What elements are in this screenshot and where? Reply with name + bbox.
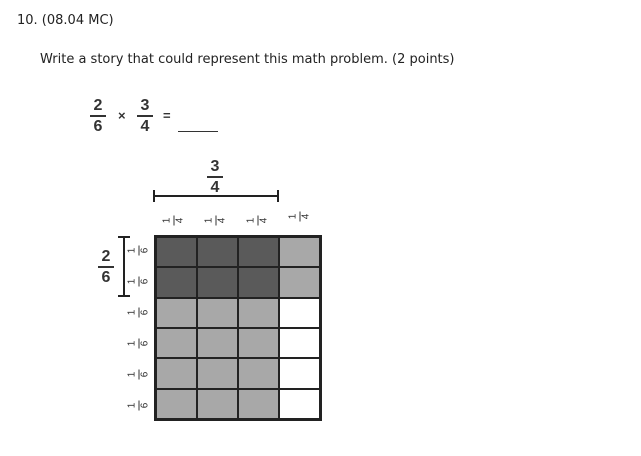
grid-cell-light — [156, 389, 197, 419]
grid-cell-dark — [238, 237, 279, 267]
fraction-numerator: 3 — [210, 158, 220, 175]
times-sign: × — [118, 108, 126, 123]
fraction-denominator: 6 — [93, 118, 103, 135]
grid-cell-light — [197, 298, 238, 328]
column-label: 1 4 — [247, 216, 270, 226]
grid-cell-dark — [197, 237, 238, 267]
fraction-numerator: 2 — [101, 248, 111, 265]
column-label: 1 4 — [289, 212, 312, 222]
row-label: 1 6 — [128, 401, 151, 411]
grid-cell-dark — [197, 267, 238, 297]
grid-cell-light — [279, 267, 320, 297]
row-label: 1 6 — [128, 370, 151, 380]
grid-cell-light — [197, 328, 238, 358]
question-prompt: Write a story that could represent this math problem. (2 points) — [40, 52, 455, 67]
grid-cell-light — [238, 389, 279, 419]
grid-cell-light — [238, 298, 279, 328]
grid-cell-light — [156, 298, 197, 328]
row-label: 1 6 — [128, 308, 151, 318]
fraction-denominator: 6 — [101, 269, 111, 286]
column-label: 1 4 — [163, 216, 186, 226]
grid-cell-light — [197, 389, 238, 419]
fraction-denominator: 4 — [210, 179, 220, 196]
grid-cell-dark — [156, 267, 197, 297]
row-label: 1 6 — [128, 277, 151, 287]
grid-cell-light — [197, 358, 238, 388]
grid-cell-white — [279, 328, 320, 358]
grid-cell-white — [279, 358, 320, 388]
question-number: 10. (08.04 MC) — [17, 13, 114, 28]
grid-cell-light — [238, 358, 279, 388]
row-label: 1 6 — [128, 339, 151, 349]
fraction-numerator: 3 — [140, 97, 150, 114]
grid-cell-light — [156, 328, 197, 358]
column-label: 1 4 — [205, 216, 228, 226]
area-model-grid — [154, 235, 322, 421]
grid-cell-light — [279, 237, 320, 267]
grid-cell-white — [279, 389, 320, 419]
equals-sign: = — [163, 108, 171, 123]
grid-cell-white — [279, 298, 320, 328]
fraction-numerator: 2 — [93, 97, 103, 114]
grid-cell-light — [156, 358, 197, 388]
grid-cell-dark — [156, 237, 197, 267]
grid-cell-light — [238, 328, 279, 358]
fraction-denominator: 4 — [140, 118, 150, 135]
row-label: 1 6 — [128, 246, 151, 256]
grid-cell-dark — [238, 267, 279, 297]
